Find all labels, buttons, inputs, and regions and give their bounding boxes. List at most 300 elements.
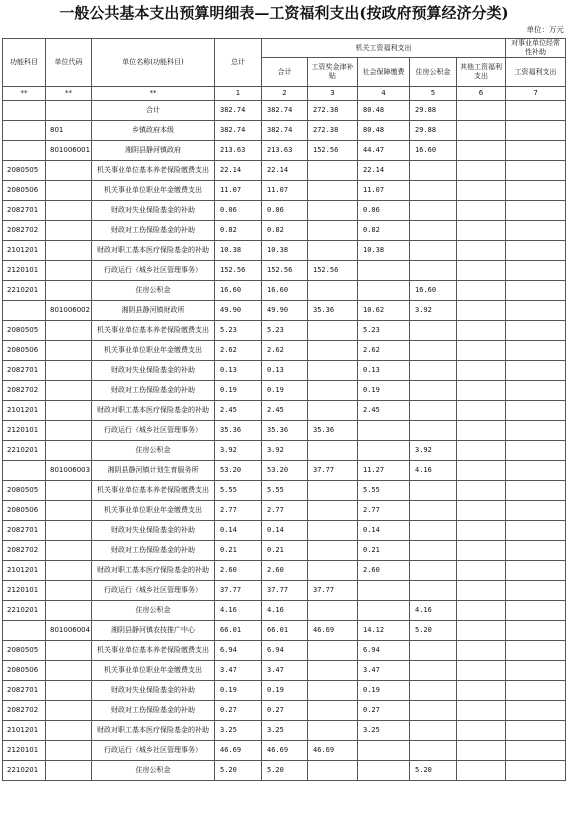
cell-wage xyxy=(308,241,358,261)
cell-unit-name: 机关事业单位职业年金缴费支出 xyxy=(92,341,215,361)
cell-housing xyxy=(410,561,457,581)
cell-housing: 29.88 xyxy=(410,101,457,121)
table-row xyxy=(3,601,566,621)
cell-unit-name: 湘阴县静河镇政府 xyxy=(92,141,215,161)
header-social: 社会保障缴费 xyxy=(358,58,410,87)
cell-housing xyxy=(410,181,457,201)
cell-wage: 152.56 xyxy=(308,261,358,281)
cell-total: 152.56 xyxy=(215,261,262,281)
table-row xyxy=(3,581,566,601)
cell-social: 5.23 xyxy=(358,321,410,341)
header-unit-name: 单位名称(功能科目) xyxy=(92,39,215,87)
cell-func-code: 2082702 xyxy=(3,381,46,401)
cell-sum: 4.16 xyxy=(262,601,308,621)
cell-wage xyxy=(308,521,358,541)
header-other: 其他工资福利支出 xyxy=(457,58,506,87)
cell-total: 0.13 xyxy=(215,361,262,381)
table-row xyxy=(3,161,566,181)
cell-other xyxy=(457,681,506,701)
cell-pub-wage xyxy=(506,441,566,461)
cell-social: 2.62 xyxy=(358,341,410,361)
cell-housing xyxy=(410,661,457,681)
cell-func-code: 2082702 xyxy=(3,221,46,241)
cell-pub-wage xyxy=(506,681,566,701)
cell-total: 3.92 xyxy=(215,441,262,461)
cell-wage xyxy=(308,681,358,701)
cell-sum: 66.01 xyxy=(262,621,308,641)
cell-other xyxy=(457,501,506,521)
cell-pub-wage xyxy=(506,581,566,601)
cell-total: 0.19 xyxy=(215,681,262,701)
cell-func-code: 2120101 xyxy=(3,581,46,601)
cell-wage: 272.38 xyxy=(308,101,358,121)
cell-pub-wage xyxy=(506,401,566,421)
cell-func-code: 2080506 xyxy=(3,501,46,521)
table-row xyxy=(3,521,566,541)
cell-wage xyxy=(308,541,358,561)
cell-total: 2.60 xyxy=(215,561,262,581)
cell-unit-code xyxy=(46,341,92,361)
cell-sum: 5.55 xyxy=(262,481,308,501)
table-body xyxy=(3,101,566,781)
table-row xyxy=(3,241,566,261)
cell-social xyxy=(358,441,410,461)
cell-social: 11.27 xyxy=(358,461,410,481)
cell-pub-wage xyxy=(506,501,566,521)
cell-unit-code xyxy=(46,601,92,621)
cell-unit-code xyxy=(46,521,92,541)
cell-other xyxy=(457,281,506,301)
cell-total: 16.60 xyxy=(215,281,262,301)
cell-unit-code xyxy=(46,481,92,501)
unit-label: 单位：万元 xyxy=(526,25,564,34)
table-row xyxy=(3,141,566,161)
cell-social: 5.55 xyxy=(358,481,410,501)
cell-pub-wage xyxy=(506,381,566,401)
cell-unit-code xyxy=(46,181,92,201)
cell-social: 2.60 xyxy=(358,561,410,581)
cell-wage xyxy=(308,761,358,781)
cell-unit-code xyxy=(46,221,92,241)
cell-pub-wage xyxy=(506,601,566,621)
cell-housing xyxy=(410,261,457,281)
index-cell: 2 xyxy=(262,87,308,101)
cell-other xyxy=(457,461,506,481)
cell-other xyxy=(457,481,506,501)
cell-other xyxy=(457,761,506,781)
cell-total: 35.36 xyxy=(215,421,262,441)
cell-other xyxy=(457,261,506,281)
table-row xyxy=(3,661,566,681)
cell-wage xyxy=(308,341,358,361)
cell-unit-code xyxy=(46,101,92,121)
cell-unit-code xyxy=(46,261,92,281)
cell-housing xyxy=(410,581,457,601)
cell-other xyxy=(457,541,506,561)
table-row xyxy=(3,341,566,361)
cell-sum: 16.60 xyxy=(262,281,308,301)
header-wage: 工资奖金津补贴 xyxy=(308,58,358,87)
index-cell: 1 xyxy=(215,87,262,101)
index-cell: 6 xyxy=(457,87,506,101)
cell-func-code: 2080506 xyxy=(3,341,46,361)
table-row xyxy=(3,641,566,661)
cell-func-code: 2080505 xyxy=(3,321,46,341)
cell-social: 0.13 xyxy=(358,361,410,381)
header-pub-wage: 工资福利支出 xyxy=(506,58,566,87)
cell-social xyxy=(358,601,410,621)
cell-total: 46.69 xyxy=(215,741,262,761)
cell-total: 0.14 xyxy=(215,521,262,541)
cell-pub-wage xyxy=(506,281,566,301)
cell-wage xyxy=(308,641,358,661)
cell-pub-wage xyxy=(506,621,566,641)
cell-sum: 0.21 xyxy=(262,541,308,561)
cell-unit-code: 801006001 xyxy=(46,141,92,161)
header-unit-code: 单位代码 xyxy=(46,39,92,87)
cell-housing xyxy=(410,741,457,761)
cell-other xyxy=(457,301,506,321)
index-cell: 5 xyxy=(410,87,457,101)
cell-unit-code xyxy=(46,321,92,341)
cell-total: 0.21 xyxy=(215,541,262,561)
cell-pub-wage xyxy=(506,361,566,381)
cell-other xyxy=(457,341,506,361)
cell-pub-wage xyxy=(506,541,566,561)
table-row xyxy=(3,401,566,421)
cell-unit-code xyxy=(46,381,92,401)
cell-unit-code xyxy=(46,561,92,581)
cell-sum: 6.94 xyxy=(262,641,308,661)
cell-sum: 382.74 xyxy=(262,101,308,121)
cell-unit-name: 行政运行（城乡社区管理事务） xyxy=(92,261,215,281)
cell-pub-wage xyxy=(506,241,566,261)
cell-total: 0.19 xyxy=(215,381,262,401)
cell-sum: 0.27 xyxy=(262,701,308,721)
table-row xyxy=(3,481,566,501)
cell-func-code: 2080505 xyxy=(3,641,46,661)
cell-func-code: 2082701 xyxy=(3,201,46,221)
cell-pub-wage xyxy=(506,661,566,681)
cell-unit-name: 机关事业单位职业年金缴费支出 xyxy=(92,661,215,681)
cell-wage xyxy=(308,181,358,201)
cell-sum: 5.20 xyxy=(262,761,308,781)
cell-sum: 0.06 xyxy=(262,201,308,221)
cell-total: 4.16 xyxy=(215,601,262,621)
index-cell: ** xyxy=(3,87,46,101)
cell-other xyxy=(457,321,506,341)
cell-pub-wage xyxy=(506,321,566,341)
cell-unit-name: 机关事业单位基本养老保险缴费支出 xyxy=(92,481,215,501)
cell-sum: 35.36 xyxy=(262,421,308,441)
header-total: 总计 xyxy=(215,39,262,87)
table-row xyxy=(3,101,566,121)
table-row xyxy=(3,381,566,401)
cell-social: 3.47 xyxy=(358,661,410,681)
cell-wage xyxy=(308,501,358,521)
cell-social: 80.48 xyxy=(358,121,410,141)
cell-sum: 53.20 xyxy=(262,461,308,481)
cell-total: 66.01 xyxy=(215,621,262,641)
cell-wage xyxy=(308,601,358,621)
cell-social: 10.38 xyxy=(358,241,410,261)
cell-unit-code xyxy=(46,441,92,461)
cell-sum: 2.60 xyxy=(262,561,308,581)
cell-pub-wage xyxy=(506,521,566,541)
cell-other xyxy=(457,121,506,141)
cell-unit-name: 财政对职工基本医疗保险基金的补助 xyxy=(92,561,215,581)
cell-housing xyxy=(410,341,457,361)
cell-other xyxy=(457,441,506,461)
cell-pub-wage xyxy=(506,461,566,481)
cell-unit-name: 住房公积金 xyxy=(92,441,215,461)
cell-func-code: 2080505 xyxy=(3,161,46,181)
cell-unit-name: 财政对失业保险基金的补助 xyxy=(92,361,215,381)
cell-housing: 3.92 xyxy=(410,301,457,321)
cell-func-code: 2120101 xyxy=(3,421,46,441)
cell-total: 382.74 xyxy=(215,101,262,121)
cell-unit-code xyxy=(46,581,92,601)
cell-pub-wage xyxy=(506,261,566,281)
cell-sum: 11.07 xyxy=(262,181,308,201)
cell-wage xyxy=(308,381,358,401)
cell-housing xyxy=(410,541,457,561)
cell-pub-wage xyxy=(506,641,566,661)
cell-other xyxy=(457,141,506,161)
cell-func-code: 2082701 xyxy=(3,681,46,701)
cell-unit-name: 住房公积金 xyxy=(92,761,215,781)
cell-unit-name: 财政对职工基本医疗保险基金的补助 xyxy=(92,721,215,741)
cell-unit-code xyxy=(46,741,92,761)
index-cell: 4 xyxy=(358,87,410,101)
cell-other xyxy=(457,741,506,761)
cell-func-code: 2082701 xyxy=(3,361,46,381)
cell-func-code xyxy=(3,101,46,121)
cell-unit-name: 湘阴县静河镇计划生育服务所 xyxy=(92,461,215,481)
cell-housing: 16.60 xyxy=(410,281,457,301)
cell-social: 0.27 xyxy=(358,701,410,721)
cell-wage: 35.36 xyxy=(308,301,358,321)
index-cell: 3 xyxy=(308,87,358,101)
header-sum: 合计 xyxy=(262,58,308,87)
table-row xyxy=(3,261,566,281)
cell-social: 11.07 xyxy=(358,181,410,201)
cell-sum: 2.62 xyxy=(262,341,308,361)
cell-sum: 49.90 xyxy=(262,301,308,321)
cell-unit-code xyxy=(46,661,92,681)
cell-unit-code xyxy=(46,401,92,421)
header-housing: 住房公积金 xyxy=(410,58,457,87)
cell-wage xyxy=(308,321,358,341)
cell-func-code: 2210201 xyxy=(3,281,46,301)
cell-unit-code xyxy=(46,421,92,441)
cell-social: 14.12 xyxy=(358,621,410,641)
cell-other xyxy=(457,421,506,441)
cell-total: 382.74 xyxy=(215,121,262,141)
cell-social: 44.47 xyxy=(358,141,410,161)
table-row xyxy=(3,281,566,301)
cell-unit-name: 机关事业单位职业年金缴费支出 xyxy=(92,181,215,201)
cell-total: 2.62 xyxy=(215,341,262,361)
cell-housing xyxy=(410,501,457,521)
cell-func-code: 2210201 xyxy=(3,441,46,461)
cell-total: 0.27 xyxy=(215,701,262,721)
table-row xyxy=(3,701,566,721)
cell-unit-code xyxy=(46,501,92,521)
cell-unit-name: 机关事业单位基本养老保险缴费支出 xyxy=(92,321,215,341)
cell-social: 3.25 xyxy=(358,721,410,741)
cell-func-code: 2082701 xyxy=(3,521,46,541)
cell-total: 6.94 xyxy=(215,641,262,661)
cell-func-code xyxy=(3,461,46,481)
cell-housing xyxy=(410,401,457,421)
cell-housing xyxy=(410,721,457,741)
cell-wage xyxy=(308,661,358,681)
cell-housing xyxy=(410,201,457,221)
cell-other xyxy=(457,181,506,201)
cell-func-code: 2101201 xyxy=(3,721,46,741)
cell-housing xyxy=(410,361,457,381)
table-row xyxy=(3,621,566,641)
cell-total: 37.77 xyxy=(215,581,262,601)
cell-housing: 29.88 xyxy=(410,121,457,141)
cell-pub-wage xyxy=(506,761,566,781)
table-row xyxy=(3,501,566,521)
cell-unit-name: 机关事业单位基本养老保险缴费支出 xyxy=(92,161,215,181)
cell-unit-code xyxy=(46,761,92,781)
cell-pub-wage xyxy=(506,721,566,741)
cell-unit-name: 财政对失业保险基金的补助 xyxy=(92,681,215,701)
cell-unit-name: 湘阴县静河镇农技推广中心 xyxy=(92,621,215,641)
cell-unit-code xyxy=(46,201,92,221)
cell-func-code: 2120101 xyxy=(3,261,46,281)
cell-sum: 22.14 xyxy=(262,161,308,181)
cell-pub-wage xyxy=(506,221,566,241)
cell-total: 22.14 xyxy=(215,161,262,181)
cell-unit-code: 801006002 xyxy=(46,301,92,321)
cell-sum: 0.19 xyxy=(262,681,308,701)
cell-wage xyxy=(308,561,358,581)
cell-unit-code: 801 xyxy=(46,121,92,141)
cell-sum: 10.38 xyxy=(262,241,308,261)
cell-unit-code xyxy=(46,541,92,561)
cell-unit-code xyxy=(46,721,92,741)
cell-func-code xyxy=(3,141,46,161)
cell-pub-wage xyxy=(506,561,566,581)
cell-func-code: 2080505 xyxy=(3,481,46,501)
cell-wage xyxy=(308,221,358,241)
cell-unit-name: 湘阴县静河镇财政所 xyxy=(92,301,215,321)
cell-housing xyxy=(410,641,457,661)
cell-func-code: 2210201 xyxy=(3,761,46,781)
cell-housing: 5.20 xyxy=(410,621,457,641)
cell-social xyxy=(358,741,410,761)
cell-social: 0.14 xyxy=(358,521,410,541)
cell-other xyxy=(457,161,506,181)
cell-unit-name: 行政运行（城乡社区管理事务） xyxy=(92,741,215,761)
cell-total: 5.55 xyxy=(215,481,262,501)
cell-total: 3.25 xyxy=(215,721,262,741)
cell-unit-name: 财政对职工基本医疗保险基金的补助 xyxy=(92,241,215,261)
cell-sum: 0.82 xyxy=(262,221,308,241)
cell-sum: 382.74 xyxy=(262,121,308,141)
cell-housing xyxy=(410,161,457,181)
cell-func-code: 2082702 xyxy=(3,701,46,721)
page-title: 一般公共基本支出预算明细表—工资福利支出(按政府预算经济分类) xyxy=(59,4,509,22)
cell-social xyxy=(358,261,410,281)
cell-total: 3.47 xyxy=(215,661,262,681)
cell-other xyxy=(457,661,506,681)
table-row xyxy=(3,321,566,341)
cell-housing: 16.60 xyxy=(410,141,457,161)
cell-total: 0.06 xyxy=(215,201,262,221)
cell-pub-wage xyxy=(506,741,566,761)
cell-func-code: 2210201 xyxy=(3,601,46,621)
cell-pub-wage xyxy=(506,141,566,161)
cell-total: 0.82 xyxy=(215,221,262,241)
cell-housing xyxy=(410,681,457,701)
cell-wage: 35.36 xyxy=(308,421,358,441)
cell-sum: 0.13 xyxy=(262,361,308,381)
cell-housing xyxy=(410,701,457,721)
table-row xyxy=(3,681,566,701)
cell-pub-wage xyxy=(506,341,566,361)
table-row xyxy=(3,561,566,581)
cell-sum: 3.47 xyxy=(262,661,308,681)
cell-unit-code xyxy=(46,361,92,381)
cell-func-code: 2101201 xyxy=(3,241,46,261)
cell-wage xyxy=(308,481,358,501)
cell-unit-name: 财政对职工基本医疗保险基金的补助 xyxy=(92,401,215,421)
cell-sum: 3.92 xyxy=(262,441,308,461)
cell-unit-code xyxy=(46,681,92,701)
table-row xyxy=(3,741,566,761)
cell-other xyxy=(457,401,506,421)
cell-unit-name: 机关事业单位职业年金缴费支出 xyxy=(92,501,215,521)
cell-social: 6.94 xyxy=(358,641,410,661)
cell-pub-wage xyxy=(506,161,566,181)
budget-table xyxy=(2,38,566,781)
cell-func-code: 2101201 xyxy=(3,401,46,421)
cell-social: 0.82 xyxy=(358,221,410,241)
cell-housing: 5.20 xyxy=(410,761,457,781)
cell-unit-name: 乡镇政府本级 xyxy=(92,121,215,141)
cell-social: 22.14 xyxy=(358,161,410,181)
cell-social: 10.62 xyxy=(358,301,410,321)
cell-other xyxy=(457,221,506,241)
cell-social xyxy=(358,281,410,301)
cell-housing: 4.16 xyxy=(410,461,457,481)
cell-wage xyxy=(308,701,358,721)
cell-social: 2.45 xyxy=(358,401,410,421)
table-row xyxy=(3,301,566,321)
cell-wage xyxy=(308,201,358,221)
cell-other xyxy=(457,561,506,581)
index-cell: ** xyxy=(46,87,92,101)
cell-unit-name: 财政对工伤保险基金的补助 xyxy=(92,221,215,241)
cell-other xyxy=(457,621,506,641)
cell-wage: 37.77 xyxy=(308,461,358,481)
cell-func-code xyxy=(3,621,46,641)
cell-pub-wage xyxy=(506,421,566,441)
header-public-group: 对事业单位经常性补助 xyxy=(506,39,566,58)
cell-unit-name: 财政对失业保险基金的补助 xyxy=(92,201,215,221)
cell-wage xyxy=(308,161,358,181)
cell-wage xyxy=(308,281,358,301)
cell-wage: 37.77 xyxy=(308,581,358,601)
table-row xyxy=(3,461,566,481)
cell-social xyxy=(358,421,410,441)
